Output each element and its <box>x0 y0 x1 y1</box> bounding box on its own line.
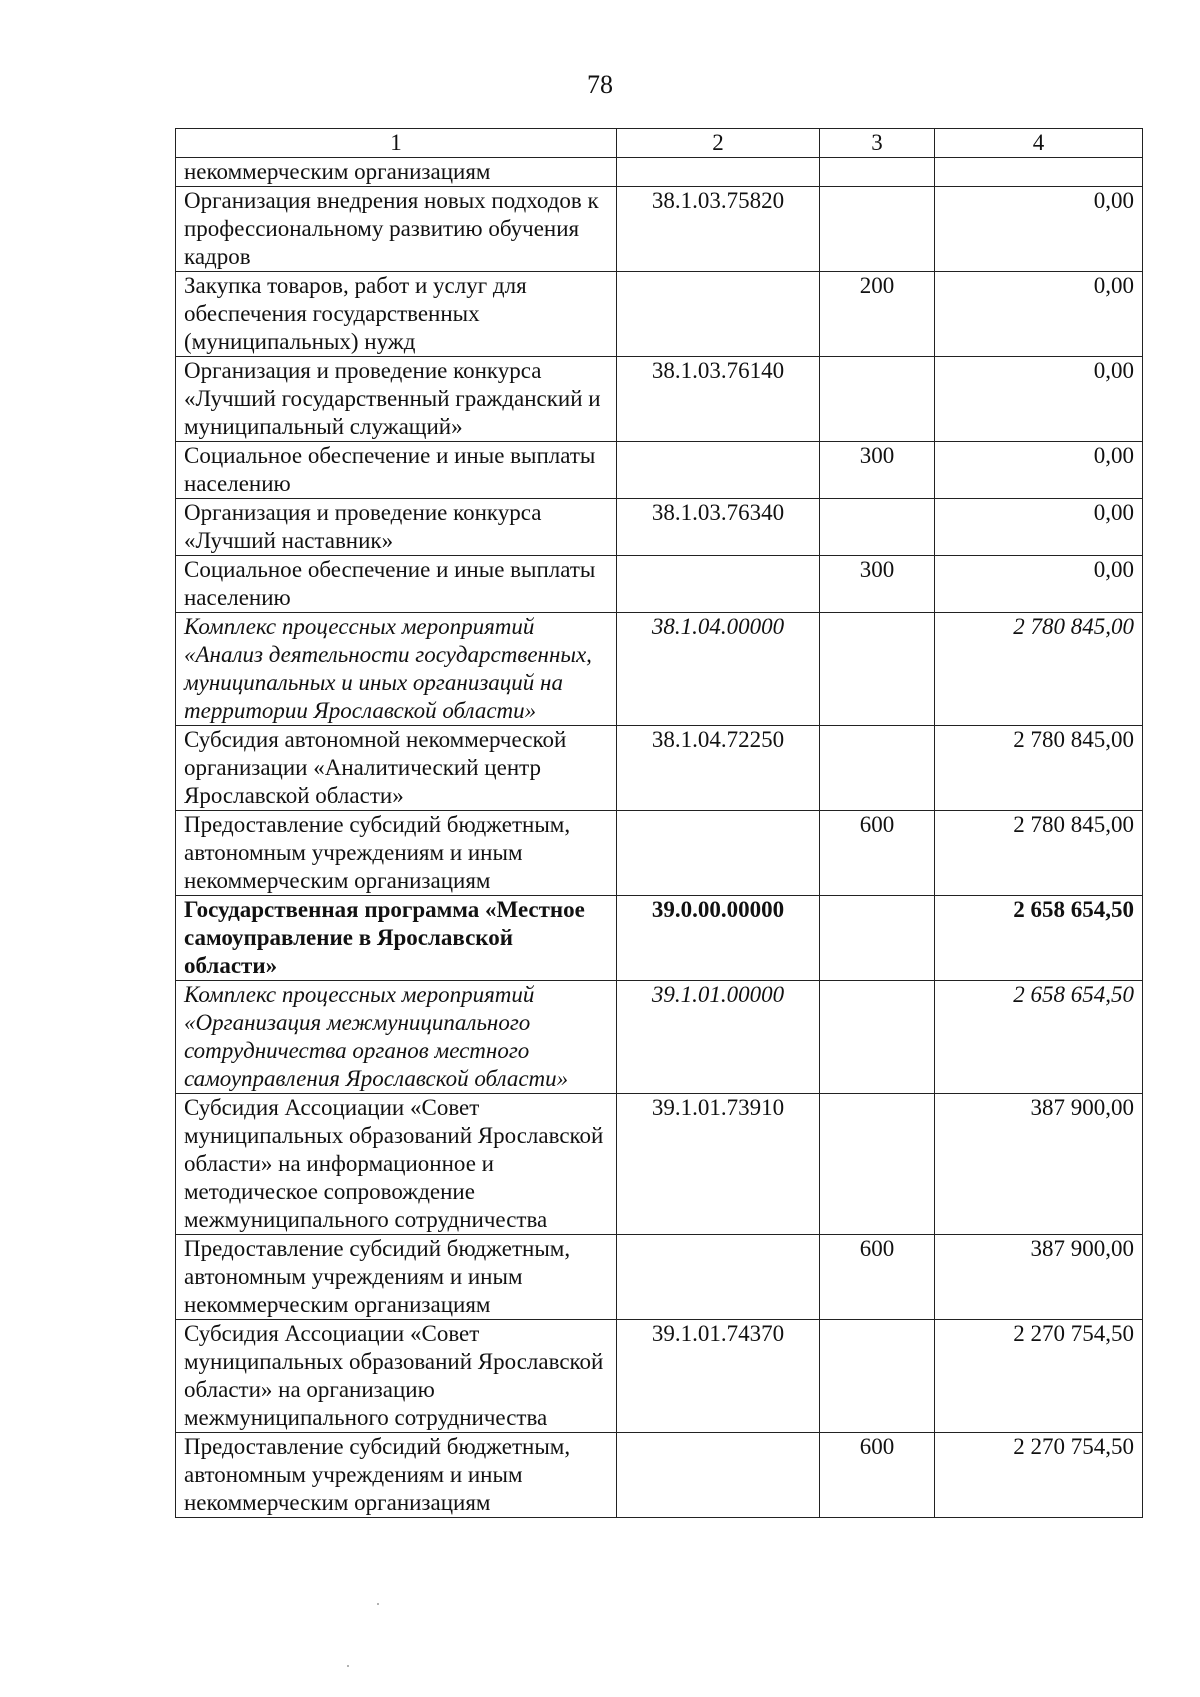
row-code-cell: 39.1.01.73910 <box>617 1094 820 1235</box>
row-amount-cell: 0,00 <box>935 499 1143 556</box>
row-name-cell: Социальное обеспечение и иные выплаты населению <box>176 556 617 613</box>
row-amount-cell <box>935 158 1143 187</box>
budget-table <box>175 128 1143 1518</box>
row-type-cell <box>820 1094 935 1235</box>
table-row <box>176 1320 1143 1433</box>
table-row <box>176 981 1143 1094</box>
row-amount-cell: 0,00 <box>935 556 1143 613</box>
column-number-2: 2 <box>617 129 820 158</box>
table-row <box>176 811 1143 896</box>
row-type-cell: 600 <box>820 1235 935 1320</box>
page-number: 78 <box>587 70 613 99</box>
row-code-cell <box>617 556 820 613</box>
row-amount-cell: 387 900,00 <box>935 1094 1143 1235</box>
row-type-cell <box>820 158 935 187</box>
row-name-cell: Организация и проведение конкурса «Лучший наставник» <box>176 499 617 556</box>
row-type-cell <box>820 1320 935 1433</box>
row-name-cell: Комплекс процессных мероприятий «Анализ деятельности государственных, муниципальных и иных организаций на территории Ярославской области» <box>176 613 617 726</box>
table-row <box>176 499 1143 556</box>
row-code-cell <box>617 158 820 187</box>
row-type-cell <box>820 187 935 272</box>
row-amount-cell: 2 270 754,50 <box>935 1320 1143 1433</box>
row-amount-cell: 2 780 845,00 <box>935 726 1143 811</box>
row-code-cell <box>617 442 820 499</box>
table-row <box>176 1235 1143 1320</box>
table-row <box>176 1094 1143 1235</box>
row-name-cell: Предоставление субсидий бюджетным, автономным учреждениям и иным некоммерческим организациям <box>176 1235 617 1320</box>
row-type-cell: 200 <box>820 272 935 357</box>
row-amount-cell: 0,00 <box>935 187 1143 272</box>
table-row <box>176 613 1143 726</box>
row-code-cell: 39.1.01.74370 <box>617 1320 820 1433</box>
row-code-cell <box>617 1235 820 1320</box>
row-code-cell <box>617 272 820 357</box>
row-amount-cell: 2 270 754,50 <box>935 1433 1143 1518</box>
table-row <box>176 442 1143 499</box>
row-name-cell: Субсидия автономной некоммерческой организации «Аналитический центр Ярославской области» <box>176 726 617 811</box>
column-number-1: 1 <box>176 129 617 158</box>
table-row <box>176 896 1143 981</box>
row-code-cell: 38.1.04.00000 <box>617 613 820 726</box>
row-amount-cell: 0,00 <box>935 272 1143 357</box>
row-name-cell: некоммерческим организациям <box>176 158 617 187</box>
scan-speck <box>377 1603 379 1605</box>
column-number-4: 4 <box>935 129 1143 158</box>
row-code-cell: 38.1.03.75820 <box>617 187 820 272</box>
row-amount-cell: 2 780 845,00 <box>935 613 1143 726</box>
table-row <box>176 158 1143 187</box>
row-amount-cell: 0,00 <box>935 357 1143 442</box>
row-type-cell: 300 <box>820 556 935 613</box>
row-amount-cell: 2 658 654,50 <box>935 981 1143 1094</box>
row-code-cell <box>617 811 820 896</box>
row-type-cell <box>820 357 935 442</box>
scan-speck <box>347 1665 349 1667</box>
row-type-cell <box>820 981 935 1094</box>
row-name-cell: Организация внедрения новых подходов к профессиональному развитию обучения кадров <box>176 187 617 272</box>
table-row <box>176 187 1143 272</box>
table-row <box>176 272 1143 357</box>
row-type-cell <box>820 613 935 726</box>
row-type-cell: 600 <box>820 1433 935 1518</box>
row-code-cell: 39.0.00.00000 <box>617 896 820 981</box>
row-name-cell: Субсидия Ассоциации «Совет муниципальных образований Ярославской области» на организацию межмуниципального сотрудничества <box>176 1320 617 1433</box>
row-code-cell: 38.1.03.76340 <box>617 499 820 556</box>
row-code-cell: 38.1.04.72250 <box>617 726 820 811</box>
row-amount-cell: 2 658 654,50 <box>935 896 1143 981</box>
row-amount-cell: 387 900,00 <box>935 1235 1143 1320</box>
row-type-cell: 300 <box>820 442 935 499</box>
table-row <box>176 357 1143 442</box>
row-name-cell: Социальное обеспечение и иные выплаты населению <box>176 442 617 499</box>
row-code-cell <box>617 1433 820 1518</box>
column-number-3: 3 <box>820 129 935 158</box>
row-name-cell: Комплекс процессных мероприятий «Организация межмуниципального сотрудничества органов местного самоуправления Ярославской области» <box>176 981 617 1094</box>
row-type-cell <box>820 896 935 981</box>
row-type-cell <box>820 499 935 556</box>
row-type-cell: 600 <box>820 811 935 896</box>
row-type-cell <box>820 726 935 811</box>
row-amount-cell: 2 780 845,00 <box>935 811 1143 896</box>
column-number-row <box>176 129 1143 158</box>
row-name-cell: Государственная программа «Местное самоуправление в Ярославской области» <box>176 896 617 981</box>
row-code-cell: 38.1.03.76140 <box>617 357 820 442</box>
row-name-cell: Субсидия Ассоциации «Совет муниципальных образований Ярославской области» на информационное и методическое сопровождение межмуниципального сотрудничества <box>176 1094 617 1235</box>
row-name-cell: Организация и проведение конкурса «Лучший государственный гражданский и муниципальный служащий» <box>176 357 617 442</box>
row-code-cell: 39.1.01.00000 <box>617 981 820 1094</box>
table-row <box>176 1433 1143 1518</box>
table-row <box>176 556 1143 613</box>
row-name-cell: Предоставление субсидий бюджетным, автономным учреждениям и иным некоммерческим организациям <box>176 1433 617 1518</box>
row-name-cell: Предоставление субсидий бюджетным, автономным учреждениям и иным некоммерческим организациям <box>176 811 617 896</box>
table-row <box>176 726 1143 811</box>
row-name-cell: Закупка товаров, работ и услуг для обеспечения государственных (муниципальных) нужд <box>176 272 617 357</box>
row-amount-cell: 0,00 <box>935 442 1143 499</box>
